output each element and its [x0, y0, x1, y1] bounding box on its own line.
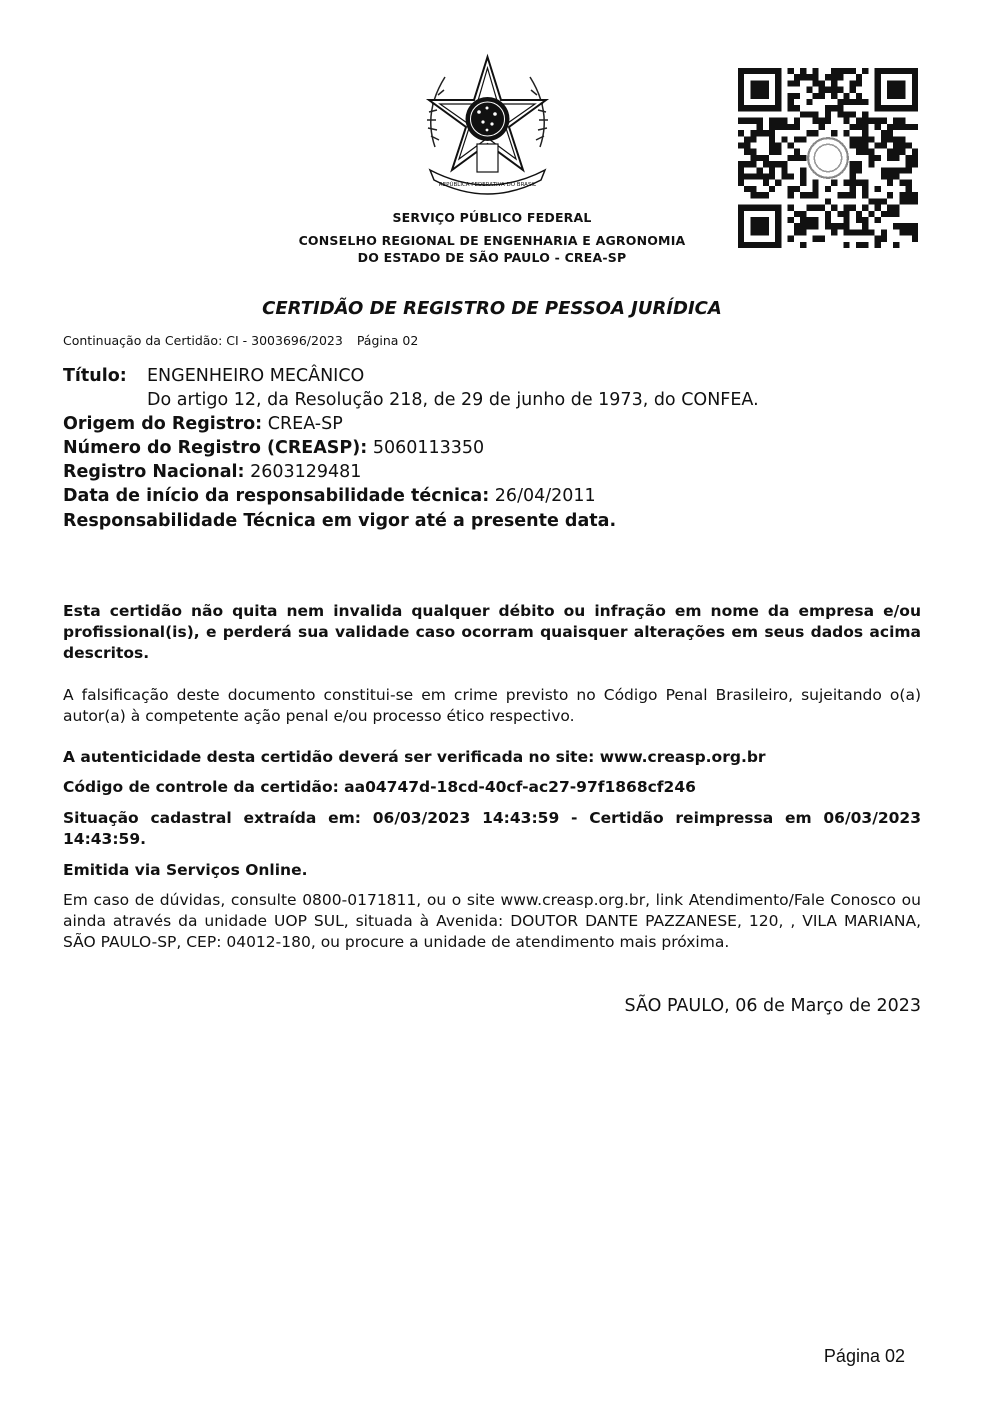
origem-label: Origem do Registro: [63, 414, 263, 434]
inicio-row [63, 486, 596, 506]
titulo-description: Do artigo 12, da Resolução 218, de 29 de junho de 1973, do CONFEA. [147, 390, 759, 410]
numero-row [63, 438, 484, 458]
nacional-label: Registro Nacional: [63, 462, 245, 482]
header-line-1: SERVIÇO PÚBLICO FEDERAL [392, 210, 592, 225]
paragraph-control-code: Código de controle da certidão: aa04747d-18cd-40cf-ac27-97f1868cf246 [63, 778, 696, 796]
header-line-3: DO ESTADO DE SÃO PAULO - CREA-SP [357, 250, 627, 265]
paragraph-falsification: A falsificação deste documento constitui-se em crime previsto no Código Penal Brasileiro, sujeitando o(a) autor(a) à competente ação penal e/ou processo ético respectivo. [63, 686, 921, 725]
coat-of-arms-icon [415, 52, 560, 202]
origem-value: CREA-SP [267, 414, 343, 434]
origem-row [63, 414, 343, 434]
paragraph-issued-online: Emitida via Serviços Online. [63, 861, 308, 879]
continuation-page: Página 02 [356, 333, 419, 348]
nacional-value: 2603129481 [250, 462, 362, 482]
document-title: CERTIDÃO DE REGISTRO DE PESSOA JURÍDICA [262, 298, 722, 319]
titulo-label: Título: [63, 366, 127, 386]
city-date: SÃO PAULO, 06 de Março de 2023 [624, 996, 921, 1016]
numero-value: 5060113350 [372, 438, 485, 458]
footer-page-number: Página 02 [823, 1346, 905, 1366]
svg-text:REPÚBLICA FEDERATIVA DO BRASIL: REPÚBLICA FEDERATIVA DO BRASIL [438, 182, 537, 188]
nacional-row [63, 462, 361, 482]
vigor-row [63, 511, 616, 531]
inicio-label: Data de início da responsabilidade técnica: [63, 486, 490, 506]
paragraph-authenticity: A autenticidade desta certidão deverá ser verificada no site: www.creasp.org.br [63, 748, 766, 766]
titulo-value: ENGENHEIRO MECÂNICO [147, 366, 365, 386]
numero-label: Número do Registro (CREASP): [63, 438, 368, 458]
vigor-text: Responsabilidade Técnica em vigor até a presente data. [63, 511, 617, 531]
header-line-2: CONSELHO REGIONAL DE ENGENHARIA E AGRONOMIA [298, 233, 686, 248]
paragraph-contact: Em caso de dúvidas, consulte 0800-0171811, ou o site www.creasp.org.br, link Atendimento/Fale Conosco ou ainda através da unidade UOP SUL, situada à Avenida: DOUTOR DANTE PAZZANESE, 120, , VILA MARIANA, SÃO PAULO-SP, CEP: 04012-180, ou procure a unidade de atendimento mais próxima. [63, 891, 921, 951]
paragraph-validity: Esta certidão não quita nem invalida qualquer débito ou infração em nome da empresa e/ou profissional(is), e perderá sua validade caso ocorram quaisquer alterações em seus dados acima descritos. [63, 602, 921, 662]
continuation-text: Continuação da Certidão: CI - 3003696/2023 [63, 333, 343, 348]
paragraph-situation: Situação cadastral extraída em: 06/03/2023 14:43:59 - Certidão reimpressa em 06/03/2023 14:43:59. [63, 809, 921, 848]
continuation-line [63, 333, 418, 348]
inicio-value: 26/04/2011 [494, 486, 596, 506]
